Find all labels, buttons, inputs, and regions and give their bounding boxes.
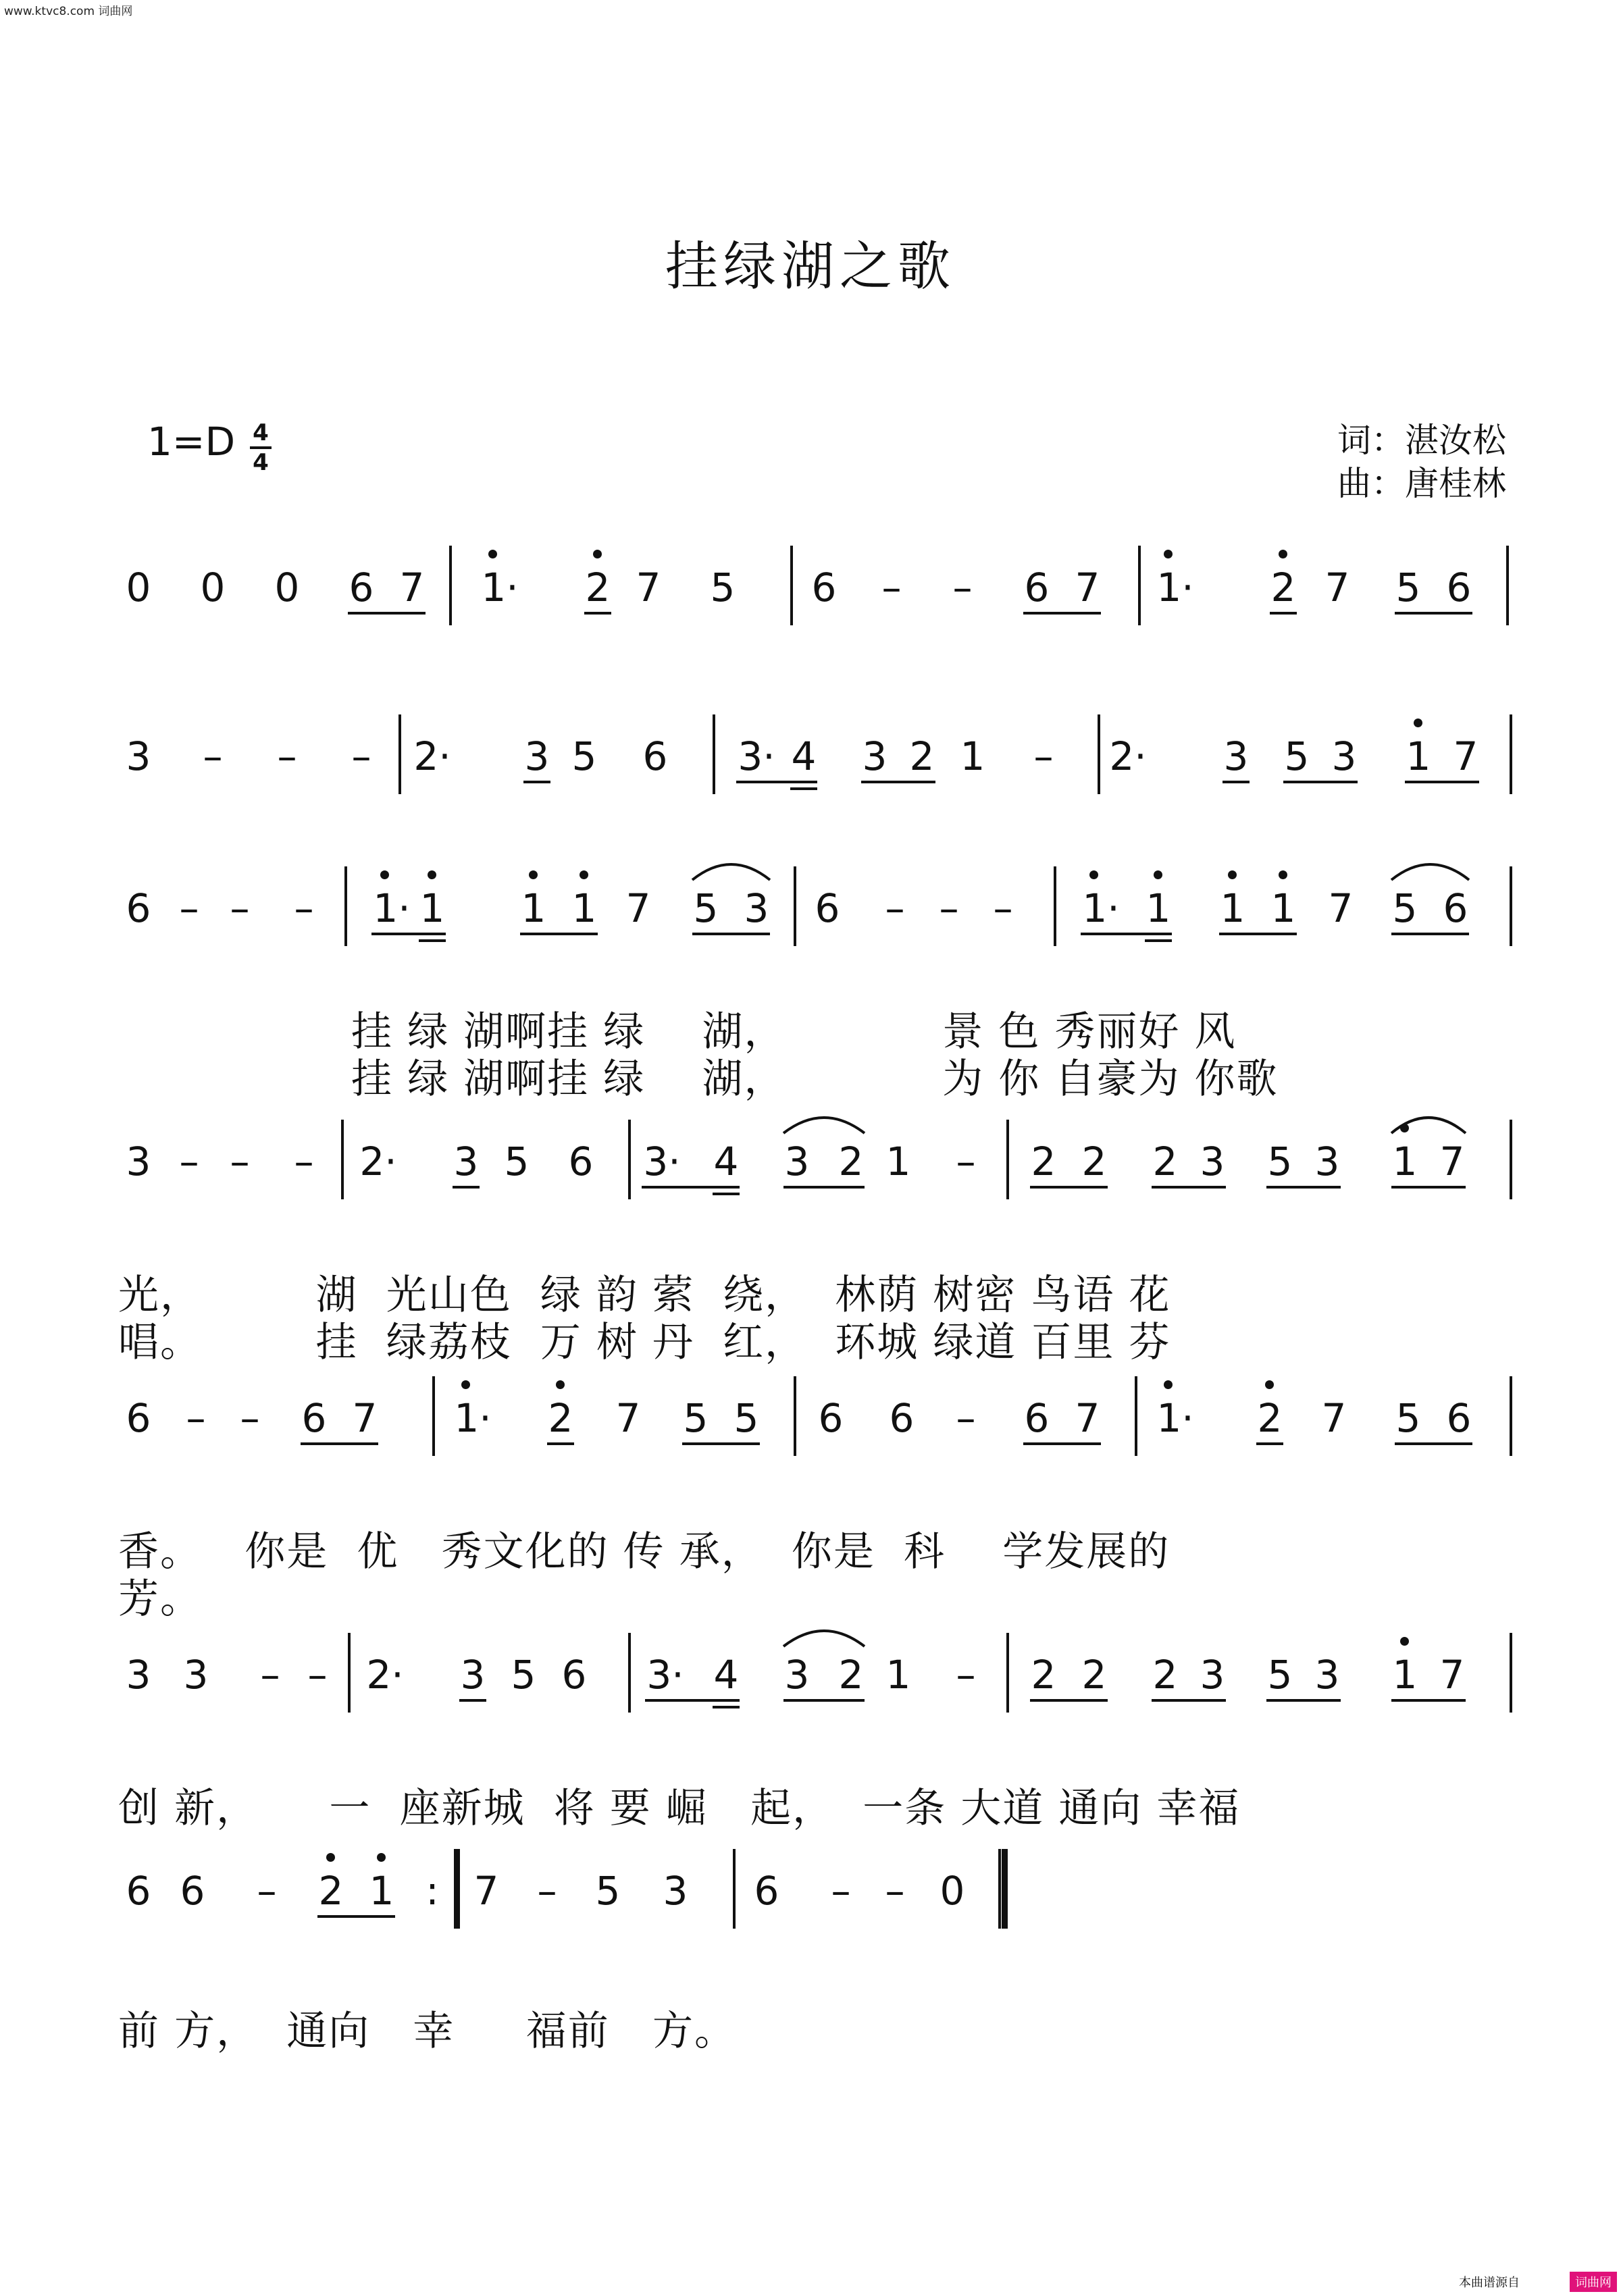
note: 5	[734, 1395, 759, 1441]
duration-underline	[642, 1186, 740, 1189]
tie-slur	[1390, 856, 1470, 883]
note: –	[537, 1868, 557, 1914]
duration-underline	[1395, 612, 1472, 615]
note: –	[351, 733, 371, 779]
note: 5	[571, 733, 597, 779]
note: 5	[1267, 1139, 1293, 1184]
barline	[1054, 866, 1056, 946]
note: 6	[811, 565, 837, 610]
lyric-line: 芳。	[118, 1575, 202, 1623]
duration-underline	[790, 787, 817, 790]
note: 0	[200, 565, 226, 610]
note: 6	[1443, 885, 1468, 931]
song-title: 挂绿湖之歌	[665, 236, 956, 297]
lyric-line: 创 新， 一 座新城 将 要 崛 起， 一条 大道 通向 幸福	[118, 1785, 1241, 1832]
note: –	[881, 565, 902, 610]
note: 3	[1331, 733, 1357, 779]
note: 1	[369, 1868, 394, 1914]
note: –	[179, 885, 199, 931]
octave-dot	[380, 870, 389, 879]
note: 1	[1392, 1139, 1418, 1184]
note: 5	[1395, 565, 1421, 610]
duration-underline	[692, 933, 770, 935]
note: 1·	[1156, 1395, 1194, 1441]
note: 6	[126, 885, 151, 931]
note: 3·	[643, 1139, 681, 1184]
duration-underline	[736, 781, 817, 783]
note: 3	[663, 1868, 688, 1914]
duration-underline	[713, 1706, 740, 1708]
note: 1	[885, 1139, 911, 1184]
duration-underline	[1023, 1442, 1101, 1445]
note: –	[956, 1395, 976, 1441]
barline	[713, 714, 715, 794]
duration-underline	[520, 933, 598, 935]
duration-underline	[1283, 781, 1358, 783]
note: 6	[815, 885, 840, 931]
note: 3	[126, 1652, 151, 1698]
note: –	[307, 1652, 328, 1698]
note: 6	[754, 1868, 779, 1914]
note: –	[260, 1652, 280, 1698]
duration-underline	[348, 612, 426, 615]
duration-underline	[861, 781, 935, 783]
lyric-line: 挂 绿 湖啊挂 绿 湖， 景 色 秀丽好 风	[351, 1008, 1237, 1055]
octave-dot	[1154, 870, 1162, 879]
note: 5	[1395, 1395, 1421, 1441]
duration-underline	[1256, 1442, 1283, 1445]
barline	[398, 714, 401, 794]
note: 1	[1220, 885, 1245, 931]
barline	[344, 866, 347, 946]
note: 6	[349, 565, 374, 610]
note: 1	[1270, 885, 1296, 931]
duration-underline	[419, 939, 446, 942]
barline	[628, 1633, 631, 1713]
note: 3·	[738, 733, 775, 779]
note: 7	[1075, 1395, 1100, 1441]
note: 1	[960, 733, 985, 779]
note: –	[885, 885, 905, 931]
barline	[1098, 714, 1100, 794]
note: 1	[419, 885, 445, 931]
note: 3	[1200, 1652, 1225, 1698]
lyricist-credit: 词：湛汝松	[1337, 421, 1506, 460]
note: 1	[521, 885, 546, 931]
note: 1·	[373, 885, 411, 931]
duration-underline	[547, 1442, 574, 1445]
note: 7	[615, 1395, 641, 1441]
note: –	[294, 885, 314, 931]
note: 6	[1024, 1395, 1050, 1441]
barline	[454, 1849, 460, 1929]
note: 1·	[481, 565, 519, 610]
lyric-line: 唱。 挂 绿荔枝 万 树 丹 红， 环城 绿道 百里 芬	[118, 1319, 1171, 1366]
note: 2	[1081, 1652, 1107, 1698]
note: –	[240, 1395, 260, 1441]
tie-slur	[782, 1109, 866, 1136]
duration-underline	[783, 1699, 865, 1702]
note: 2	[1152, 1139, 1178, 1184]
note: 4	[713, 1652, 739, 1698]
note: 7	[1075, 565, 1100, 610]
duration-underline	[453, 1186, 480, 1189]
barline	[733, 1849, 736, 1929]
barline	[1506, 546, 1509, 625]
octave-dot	[1414, 719, 1422, 727]
note: 0	[940, 1868, 965, 1914]
note: 7	[1439, 1652, 1465, 1698]
barline	[794, 1376, 796, 1456]
note: 7	[352, 1395, 378, 1441]
note: :	[426, 1868, 439, 1914]
octave-dot	[593, 550, 602, 558]
duration-underline	[584, 612, 611, 615]
note: 5	[1284, 733, 1310, 779]
octave-dot	[377, 1853, 386, 1862]
note: 6	[301, 1395, 327, 1441]
barline	[341, 1120, 344, 1199]
barline	[1006, 1633, 1009, 1713]
duration-underline	[371, 933, 446, 935]
note: 6	[126, 1868, 151, 1914]
octave-dot	[1279, 550, 1287, 558]
barline	[628, 1120, 631, 1199]
barline	[348, 1633, 351, 1713]
note: 1·	[454, 1395, 492, 1441]
duration-underline	[682, 1442, 760, 1445]
note: 1	[885, 1652, 911, 1698]
note: 7	[1328, 885, 1354, 931]
note: 2	[1270, 565, 1296, 610]
duration-underline	[1405, 781, 1479, 783]
tie-slur	[691, 856, 771, 883]
duration-underline	[1219, 933, 1297, 935]
duration-underline	[713, 1193, 740, 1195]
duration-underline	[1395, 1442, 1472, 1445]
tie-slur	[782, 1622, 866, 1649]
note: 7	[1324, 565, 1350, 610]
note: 3	[460, 1652, 486, 1698]
note: –	[230, 885, 250, 931]
duration-underline	[1391, 1186, 1466, 1189]
lyric-line: 挂 绿 湖啊挂 绿 湖， 为 你 自豪为 你歌	[351, 1055, 1279, 1103]
note: –	[230, 1139, 250, 1184]
barline	[1510, 714, 1512, 794]
barline	[1510, 1120, 1512, 1199]
barline	[1510, 1633, 1512, 1713]
note: 6	[1024, 565, 1050, 610]
octave-dot	[1164, 550, 1173, 558]
note: –	[179, 1139, 199, 1184]
duration-underline	[459, 1699, 486, 1702]
note: 7	[625, 885, 651, 931]
note: –	[294, 1139, 314, 1184]
note: 3	[1223, 733, 1249, 779]
duration-underline	[1266, 1699, 1341, 1702]
footer-source: 本曲谱源自	[1459, 2276, 1520, 2290]
lyric-line: 光， 湖 光山色 绿 韵 萦 绕， 林荫 树密 鸟语 花	[118, 1272, 1171, 1319]
barline	[794, 866, 796, 946]
duration-underline	[1223, 781, 1250, 783]
note: 1	[1406, 733, 1431, 779]
note: 6	[1446, 565, 1472, 610]
tie-slur	[1390, 1109, 1467, 1136]
barline	[1002, 1849, 1008, 1929]
duration-underline	[1391, 933, 1469, 935]
note: 3	[453, 1139, 479, 1184]
note: 6	[1446, 1395, 1472, 1441]
barline	[1510, 1376, 1512, 1456]
note: 6	[889, 1395, 915, 1441]
note: 7	[636, 565, 661, 610]
note: 2	[1257, 1395, 1283, 1441]
note: 2	[838, 1652, 864, 1698]
note: 2	[585, 565, 611, 610]
note: 1·	[1082, 885, 1120, 931]
note: 3	[126, 1139, 151, 1184]
time-signature	[250, 420, 272, 475]
duration-underline	[1081, 933, 1172, 935]
lyric-line: 香。 你是 优 秀文化的 传 承， 你是 科 学发展的	[118, 1528, 1170, 1575]
note: 2·	[359, 1139, 397, 1184]
octave-dot	[1265, 1380, 1274, 1389]
note: 3	[744, 885, 769, 931]
barline	[432, 1376, 435, 1456]
barline	[1006, 1120, 1009, 1199]
note: –	[186, 1395, 206, 1441]
note: 3	[862, 733, 887, 779]
note: 7	[1453, 733, 1478, 779]
duration-underline	[1270, 612, 1297, 615]
duration-underline	[1152, 1699, 1226, 1702]
barline	[1135, 1376, 1137, 1456]
duration-underline	[645, 1699, 740, 1702]
note: –	[956, 1139, 976, 1184]
note: 3	[784, 1139, 810, 1184]
octave-dot	[1400, 1637, 1409, 1646]
note: 0	[274, 565, 300, 610]
barline	[1138, 546, 1141, 625]
duration-underline	[317, 1915, 395, 1918]
note: 5	[683, 1395, 709, 1441]
note: 3	[784, 1652, 810, 1698]
duration-underline	[1266, 1186, 1341, 1189]
note: 2	[1031, 1652, 1056, 1698]
note: 5	[511, 1652, 536, 1698]
octave-dot	[428, 870, 436, 879]
time-sig-top: 4	[253, 419, 269, 446]
note: –	[885, 1868, 905, 1914]
note: –	[956, 1652, 976, 1698]
note: 5	[504, 1139, 530, 1184]
note: 3	[1314, 1652, 1340, 1698]
note: 6	[568, 1139, 594, 1184]
octave-dot	[461, 1380, 470, 1389]
note: 2	[318, 1868, 344, 1914]
duration-underline	[783, 1186, 865, 1189]
note: –	[939, 885, 959, 931]
note: 2	[548, 1395, 573, 1441]
key-signature: 1=D	[147, 419, 236, 465]
note: 7	[399, 565, 425, 610]
note: 5	[595, 1868, 621, 1914]
note: 5	[1267, 1652, 1293, 1698]
note: 3	[183, 1652, 209, 1698]
composer-credit: 曲：唐桂林	[1337, 464, 1506, 503]
note: –	[277, 733, 297, 779]
note: 5	[1392, 885, 1418, 931]
barline	[998, 1849, 1001, 1929]
note: 6	[180, 1868, 205, 1914]
note: 2·	[413, 733, 451, 779]
time-sig-bottom: 4	[253, 449, 269, 476]
duration-underline	[1152, 1186, 1226, 1189]
note: 4	[713, 1139, 739, 1184]
octave-dot	[1089, 870, 1098, 879]
note: 2	[1081, 1139, 1107, 1184]
octave-dot	[326, 1853, 335, 1862]
note: 3·	[646, 1652, 684, 1698]
note: –	[203, 733, 223, 779]
note: –	[952, 565, 973, 610]
note: 5	[710, 565, 736, 610]
site-watermark: www.ktvc8.com 词曲网	[4, 5, 133, 18]
duration-underline	[1030, 1699, 1108, 1702]
barline	[449, 546, 452, 625]
octave-dot	[529, 870, 538, 879]
note: 2·	[366, 1652, 404, 1698]
note: –	[993, 885, 1013, 931]
note: 4	[791, 733, 817, 779]
note: 3	[1314, 1139, 1340, 1184]
note: 3	[1200, 1139, 1225, 1184]
note: 2·	[1109, 733, 1147, 779]
note: 6	[642, 733, 668, 779]
note: 1·	[1156, 565, 1194, 610]
note: 0	[126, 565, 151, 610]
note: 5	[693, 885, 719, 931]
duration-underline	[1023, 612, 1101, 615]
lyric-line: 前 方， 通向 幸 福前 方。	[118, 2008, 737, 2055]
octave-dot	[1228, 870, 1237, 879]
duration-underline	[1391, 1699, 1466, 1702]
note: 3	[524, 733, 550, 779]
note: 2	[1152, 1652, 1178, 1698]
duration-underline	[1030, 1186, 1108, 1189]
note: 2	[838, 1139, 864, 1184]
note: 1	[1392, 1652, 1418, 1698]
note: 1	[571, 885, 597, 931]
octave-dot	[580, 870, 588, 879]
note: 2	[1031, 1139, 1056, 1184]
note: –	[1033, 733, 1054, 779]
duration-underline	[301, 1442, 378, 1445]
note: 2	[909, 733, 935, 779]
note: 6	[126, 1395, 151, 1441]
note: 7	[473, 1868, 499, 1914]
note: 6	[818, 1395, 844, 1441]
barline	[790, 546, 793, 625]
duration-underline	[1145, 939, 1172, 942]
note: –	[257, 1868, 277, 1914]
note: 7	[1439, 1139, 1465, 1184]
barline	[1510, 866, 1512, 946]
note: 7	[1321, 1395, 1347, 1441]
duration-underline	[523, 781, 550, 783]
note: 1	[1146, 885, 1171, 931]
octave-dot	[488, 550, 497, 558]
note: –	[831, 1868, 851, 1914]
octave-dot	[1279, 870, 1287, 879]
footer-badge: 词曲网	[1570, 2272, 1617, 2292]
note: 6	[561, 1652, 587, 1698]
octave-dot	[1164, 1380, 1173, 1389]
octave-dot	[556, 1380, 565, 1389]
note: 3	[126, 733, 151, 779]
